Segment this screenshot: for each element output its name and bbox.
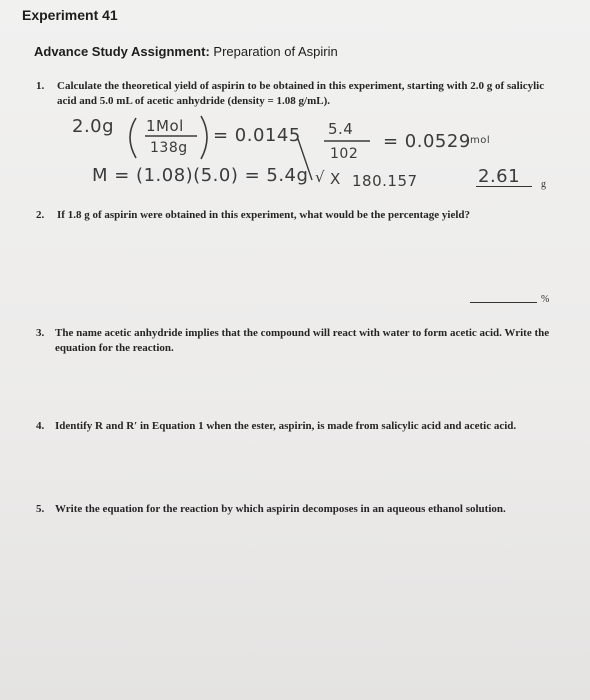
hw-result2-unit: mol bbox=[470, 135, 491, 146]
question-3-number: 3. bbox=[36, 327, 45, 339]
question-2-number: 2. bbox=[36, 209, 45, 221]
hw-fraction2-numerator: 5.4 bbox=[328, 120, 354, 138]
hw-close-paren bbox=[201, 116, 207, 159]
question-2-answer-line bbox=[470, 302, 537, 303]
question-3-text-line-2: equation for the reaction. bbox=[55, 342, 174, 354]
question-4-text: Identify R and R′ in Equation 1 when the ester, aspirin, is made from salicylic acid and acetic acid. bbox=[55, 420, 517, 432]
hw-fraction1-numerator: 1Mol bbox=[146, 117, 184, 135]
question-1-number: 1. bbox=[36, 80, 45, 92]
hw-fraction1-denominator: 138g bbox=[150, 140, 188, 156]
question-4-number: 4. bbox=[36, 420, 45, 432]
question-2-answer-unit: % bbox=[541, 294, 550, 305]
question-5-text: Write the equation for the reaction by which aspirin decomposes in an aqueous ethanol solution. bbox=[55, 503, 506, 515]
hw-result2: = 0.0529 bbox=[383, 131, 471, 152]
hw-diagonal-stroke bbox=[298, 139, 312, 180]
hw-multiply-sign: X bbox=[330, 170, 341, 188]
hw-mass: 2.0g bbox=[72, 116, 115, 137]
question-5-number: 5. bbox=[36, 503, 45, 515]
question-1-text-line-1: Calculate the theoretical yield of aspirin to be obtained in this experiment, starting with 2.0 g of salicylic bbox=[57, 80, 545, 92]
question-2-text: If 1.8 g of aspirin were obtained in this experiment, what would be the percentage yield? bbox=[57, 209, 470, 221]
question-1-text-line-2: acid and 5.0 mL of acetic anhydride (density = 1.08 g/mL). bbox=[57, 95, 331, 107]
hw-line2: M = (1.08)(5.0) = 5.4g bbox=[92, 165, 309, 186]
hw-fraction2-denominator: 102 bbox=[330, 146, 359, 162]
experiment-title: Experiment 41 bbox=[22, 7, 118, 23]
hw-multiply-value: 180.157 bbox=[352, 172, 418, 190]
hw-result1: = 0.0145 bbox=[213, 125, 301, 146]
hw-check-mark: √ bbox=[315, 168, 326, 186]
assignment-label: Advance Study Assignment: bbox=[34, 44, 210, 59]
question-1-answer-line bbox=[476, 186, 532, 187]
hw-answer: 2.61 bbox=[478, 166, 521, 187]
assignment-topic: Preparation of Aspirin bbox=[209, 44, 338, 59]
question-1-answer-unit: g bbox=[541, 179, 546, 190]
question-3-text-line-1: The name acetic anhydride implies that the compound will react with water to form acetic acid. Write the bbox=[55, 327, 550, 339]
hw-open-paren bbox=[130, 118, 136, 158]
